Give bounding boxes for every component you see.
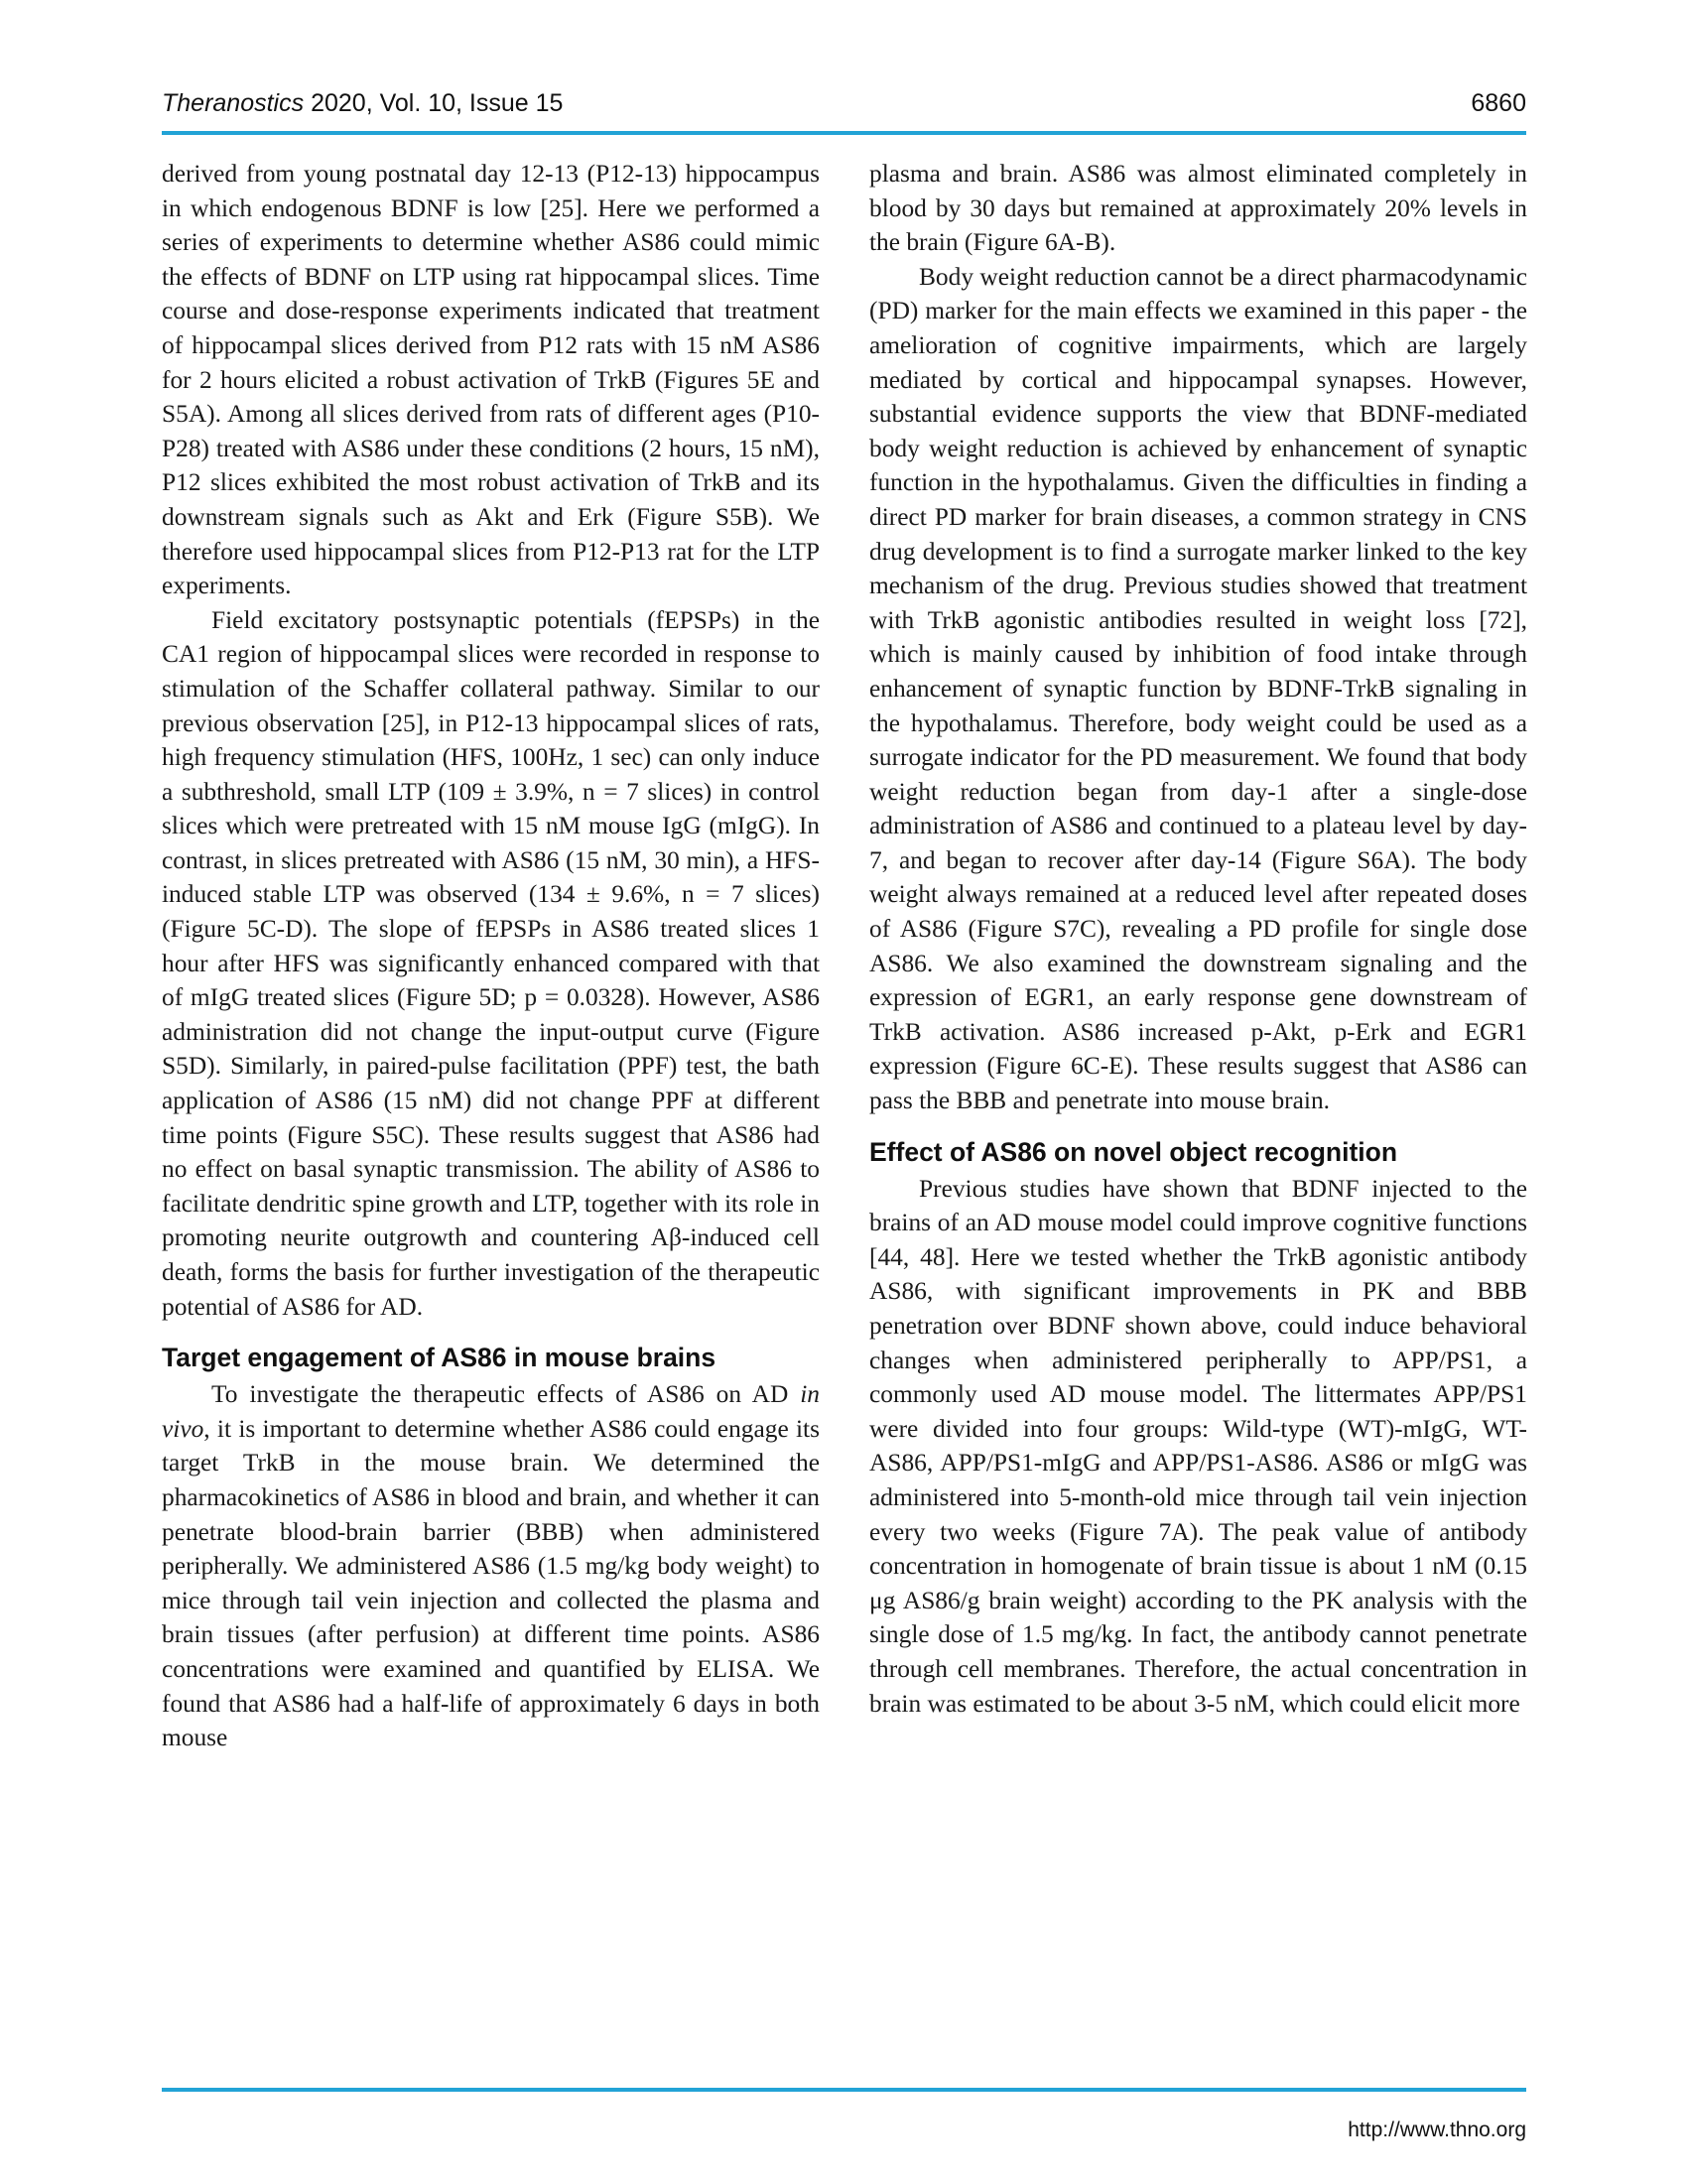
paragraph: Previous studies have shown that BDNF injected to the brains of an AD mouse model could improve cognitive functions [44, 48]. Here we tested whether the TrkB agonistic antibody AS86, with significant improvements in PK and BBB penetration over BDNF shown above, could induce behavioral changes when administered peripherally to APP/PS1, a commonly used AD mouse model. The littermates APP/PS1 were divided into four groups: Wild-type (WT)-mIgG, WT-AS86, APP/PS1-mIgG and APP/PS1-AS86. AS86 or mIgG was administered into 5-month-old mice through tail vein injection every two weeks (Figure 7A). The peak value of antibody concentration in homogenate of brain tissue is about 1 nM (0.15 μg AS86/g brain weight) according to the PK analysis with the single dose of 1.5 mg/kg. In fact, the antibody cannot penetrate through cell membranes. Therefore, the actual concentration in brain was estimated to be about 3-5 nM, which could elicit more [869, 1174, 1527, 1718]
paragraph: plasma and brain. AS86 was almost eliminated completely in blood by 30 days but remained at approximately 20% levels in the brain (Figure 6A-B). [869, 160, 1527, 257]
right-column [869, 157, 1527, 1721]
left-column [162, 157, 820, 1755]
footer-divider [162, 2088, 1526, 2092]
journal-name: Theranostics [162, 89, 305, 117]
journal-citation [162, 89, 563, 118]
header-divider [162, 131, 1526, 135]
paragraph: Body weight reduction cannot be a direct pharmacodynamic (PD) marker for the main effects we examined in this paper - the amelioration of cognitive impairments, which are largely mediated by cortical and hippocampal synapses. However, substantial evidence supports the view that BDNF-mediated body weight reduction is achieved by enhancement of synaptic function in the hypothalamus. Given the difficulties in finding a direct PD marker for brain diseases, a common strategy in CNS drug development is to find a surrogate marker linked to the key mechanism of the drug. Previous studies showed that treatment with TrkB agonistic antibodies resulted in weight loss [72], which is mainly caused by inhibition of food intake through enhancement of synaptic function by BDNF-TrkB signaling in the hypothalamus. Therefore, body weight could be used as a surrogate indicator for the PD measurement. We found that body weight reduction began from day-1 after a single-dose administration of AS86 and continued to a plateau level by day-7, and began to recover after day-14 (Figure S6A). The body weight always remained at a reduced level after repeated doses of AS86 (Figure S7C), revealing a PD profile for single dose AS86. We also examined the downstream signaling and the expression of EGR1, an early response gene downstream of TrkB activation. AS86 increased p-Akt, p-Erk and EGR1 expression (Figure 6C-E). These results suggest that AS86 can pass the BBB and penetrate into mouse brain. [869, 262, 1527, 1115]
paragraph: Field excitatory postsynaptic potentials (fEPSPs) in the CA1 region of hippocampal slices were recorded in response to stimulation of the Schaffer collateral pathway. Similar to our previous observation [25], in P12-13 hippocampal slices of rats, high frequency stimulation (HFS, 100Hz, 1 sec) can only induce a subthreshold, small LTP (109 ± 3.9%, n = 7 slices) in control slices which were pretreated with 15 nM mouse IgG (mIgG). In contrast, in slices pretreated with AS86 (15 nM, 30 min), a HFS-induced stable LTP was observed (134 ± 9.6%, n = 7 slices) (Figure 5C-D). The slope of fEPSPs in AS86 treated slices 1 hour after HFS was significantly enhanced compared with that of mIgG treated slices (Figure 5D; p = 0.0328). However, AS86 administration did not change the input-output curve (Figure S5D). Similarly, in paired-pulse facilitation (PPF) test, the bath application of AS86 (15 nM) did not change PPF at different time points (Figure S5C). These results suggest that AS86 had no effect on basal synaptic transmission. The ability of AS86 to facilitate dendritic spine growth and LTP, together with its role in promoting neurite outgrowth and countering Aβ-induced cell death, forms the basis for further investigation of the therapeutic potential of AS86 for AD. [162, 605, 820, 1321]
paragraph: derived from young postnatal day 12-13 (P12-13) hippocampus in which endogenous BDNF is low [25]. Here we performed a series of experiments to determine whether AS86 could mimic the effects of BDNF on LTP using rat hippocampal slices. Time course and dose-response experiments indicated that treatment of hippocampal slices derived from P12 rats with 15 nM AS86 for 2 hours elicited a robust activation of TrkB (Figures 5E and S5A). Among all slices derived from rats of different ages (P10-P28) treated with AS86 under these conditions (2 hours, 15 nM), P12 slices exhibited the most robust activation of TrkB and its downstream signals such as Akt and Erk (Figure S5B). We therefore used hippocampal slices from P12-P13 rat for the LTP experiments. [162, 160, 820, 600]
page-header [162, 85, 1526, 125]
section-heading: Target engagement of AS86 in mouse brains [162, 1343, 716, 1373]
paragraph [162, 1377, 820, 1755]
paragraph-text: , it is important to determine whether AS86 could engage its target TrkB in the mouse brain. We determined the pharmacokinetics of AS86 in blood and brain, and whether it can penetrate blood-brain barrier (BBB) when administered peripherally. We administered AS86 (1.5 mg/kg body weight) to mice through tail vein injection and collected the plasma and brain tissues (after perfusion) at different time points. AS86 concentrations were examined and quantified by ELISA. We found that AS86 had a half-life of approximately 6 days in both mouse [162, 1414, 820, 1752]
page-number: 6860 [1471, 89, 1526, 117]
italic-term: in vivo [162, 1380, 820, 1443]
footer-url[interactable]: http://www.thno.org [1348, 2119, 1526, 2141]
paragraph-text: To investigate the therapeutic effects of AS86 on AD [211, 1380, 801, 1409]
journal-info: 2020, Vol. 10, Issue 15 [311, 89, 564, 117]
section-heading: Effect of AS86 on novel object recognition [869, 1136, 1398, 1167]
